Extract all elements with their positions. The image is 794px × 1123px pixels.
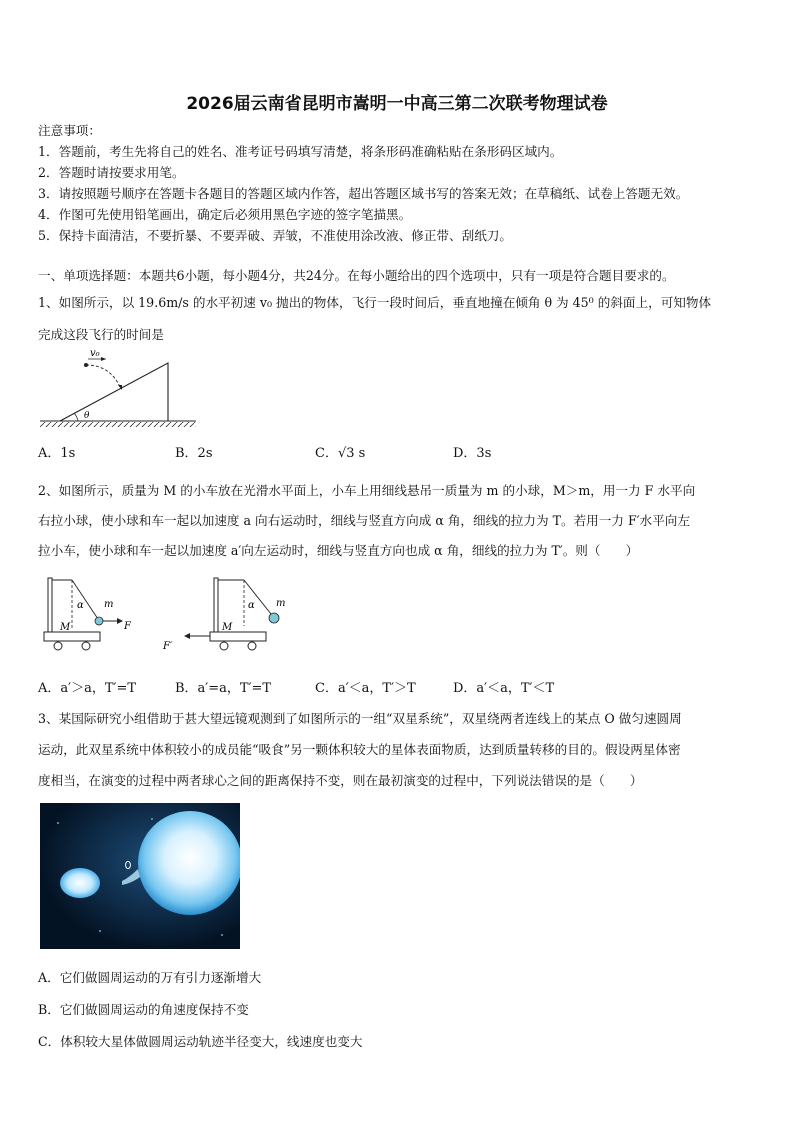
q2-option-d: D．a′＜a，T′＜T [453,681,555,696]
m-label: m [276,598,286,609]
page-title: 2026届云南省昆明市嵩明一中高三第二次联考物理试卷 [186,94,608,114]
question-2-text: 2、如图所示，质量为 M 的小车放在光滑水平面上，小车上用细线悬吊一质量为 m 的小球，M＞m，用一力 F 水平向 [38,483,696,498]
question-1-figure [38,345,198,430]
q3-option-c: C．体积较大星体做圆周运动轨迹半径变大，线速度也变大 [38,1034,363,1049]
q1-option-d: D．3s [453,446,492,461]
q3-option-a: A．它们做圆周运动的万有引力逐渐增大 [38,970,262,985]
m-label: m [104,599,114,610]
note-item: 1．答题前，考生先将自己的姓名、准考证号码填写清楚，将条形码准确粘贴在条形码区域内。 [38,144,563,159]
q2-option-b: B．a′=a，T′=T [175,681,272,696]
q2-option-a: A．a′＞a，T′=T [38,681,137,696]
q1-option-b: B．2s [175,446,213,461]
question-3-text: 3、某国际研究小组借助于甚大望远镜观测到了如图所示的一组“双星系统”，双星绕两者连线上的某点 O 做匀速圆周 [38,711,682,726]
question-2-text: 右拉小球，使小球和车一起以加速度 a 向右运动时，细线与竖直方向成 α 角，细线的拉力为 T。若用一力 F′水平向左 [38,513,690,528]
note-item: 5．保持卡面清洁，不要折暴、不要弄破、弄皱，不准使用涂改液、修正带、刮纸刀。 [38,228,512,243]
note-item: 4．作图可先使用铅笔画出，确定后必须用黑色字迹的签字笔描黑。 [38,207,412,222]
M-label: M [60,622,71,633]
F-label: F [124,621,131,632]
theta-label: θ [84,411,90,421]
Fprime-label: F′ [163,641,173,652]
note-item: 2．答题时请按要求用笔。 [38,165,185,180]
note-item: 3．请按照题号顺序在答题卡各题目的答题区域内作答，超出答题区域书写的答案无效；在草稿纸、试卷上答题无效。 [38,186,689,201]
v0-label: v₀ [90,348,100,359]
q1-option-c: C．√3 s [315,446,366,461]
q1-option-a: A．1s [38,446,76,461]
question-1-text: 完成这段飞行的时间是 [38,327,164,342]
q3-option-b: B．它们做圆周运动的角速度保持不变 [38,1002,249,1017]
question-1-text: 1、如图所示，以 19.6m/s 的水平初速 v₀ 抛出的物体，飞行一段时间后，垂直地撞在倾角 θ 为 45⁰ 的斜面上，可知物体 [38,295,712,310]
binary-star-image [40,803,240,949]
question-3-text: 度相当，在演变的过程中两者球心之间的距离保持不变，则在最初演变的过程中，下列说法错误的是（ ） [38,773,643,788]
section-heading: 一、单项选择题：本题共6小题，每小题4分，共24分。在每小题给出的四个选项中，只有一项是符合题目要求的。 [38,268,675,283]
question-2-text: 拉小车，使小球和车一起以加速度 a′向左运动时，细线与竖直方向也成 α 角，细线的拉力为 T′。则（ ） [38,543,639,558]
question-2-figure-right [160,574,300,656]
question-3-text: 运动，此双星系统中体积较小的成员能“吸食”另一颗体积较大的星体表面物质，达到质量转移的目的。假设两星体密 [38,742,681,757]
question-2-figure-left [38,574,148,656]
alpha-label: α [77,600,84,611]
q2-option-c: C．a′＜a，T′＞T [315,681,416,696]
alpha-label: α [248,600,255,611]
M-label: M [222,622,233,633]
notes-heading: 注意事项： [38,123,101,138]
